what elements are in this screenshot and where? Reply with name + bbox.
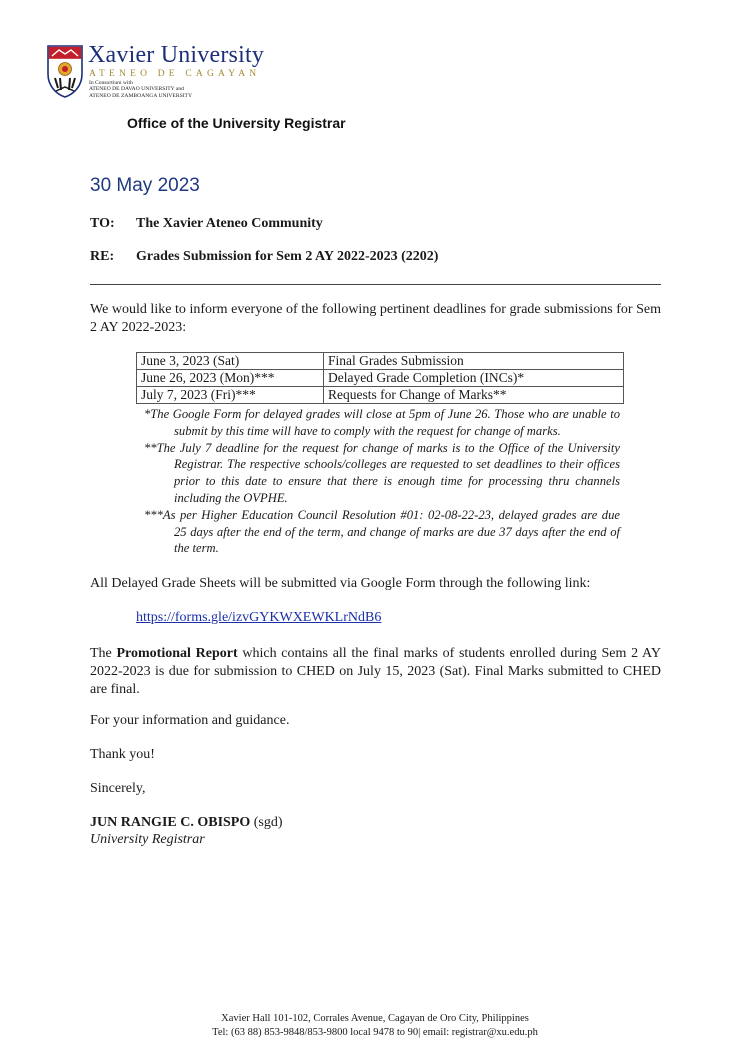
promo-text-before: The <box>90 646 117 661</box>
signer-note: (sgd) <box>250 815 283 830</box>
deadlines-table <box>136 352 624 404</box>
promo-bold-text: Promotional Report <box>116 646 238 661</box>
promotional-report-paragraph <box>90 645 661 699</box>
memo-to-row <box>90 216 323 232</box>
signer-name: JUN RANGIE C. OBISPO <box>90 815 251 830</box>
info-line: For your information and guidance. <box>90 713 290 728</box>
deadline-date: June 3, 2023 (Sat) <box>137 353 324 370</box>
university-name: Xavier University <box>88 42 265 68</box>
consortium-note <box>89 80 192 99</box>
signatory <box>90 815 283 831</box>
table-row <box>137 353 624 370</box>
google-form-link[interactable]: https://forms.gle/izvGYKWXEWKLrNdB6 <box>136 610 382 625</box>
deadline-item: Requests for Change of Marks** <box>324 387 624 404</box>
consortium-line: In Consortium with <box>89 80 133 86</box>
delayed-sheets-paragraph: All Delayed Grade Sheets will be submitted via Google Form through the following link: <box>90 576 591 591</box>
signer-title: University Registrar <box>90 832 205 847</box>
office-title: Office of the University Registrar <box>127 115 346 131</box>
intro-paragraph: We would like to inform everyone of the following pertinent deadlines for grade submissions for Sem 2 AY 2022-2023: <box>90 302 661 335</box>
to-label: TO: <box>90 216 115 231</box>
footnote: **The July 7 deadline for the request for change of marks is to the Office of the University Registrar. The respective schools/colleges are requested to set deadlines to their offices prior to this date to ensure that there is enough time for processing thru channels including the OVPHE. <box>144 440 620 505</box>
university-crest-icon <box>46 44 84 98</box>
footnotes <box>144 406 620 557</box>
footnote: *The Google Form for delayed grades will close at 5pm of June 26. Those who are unable to submit by this time will have to comply with the request for change of marks. <box>144 407 620 438</box>
university-subtitle: ATENEO DE CAGAYAN <box>89 69 261 79</box>
thanks-line: Thank you! <box>90 747 155 762</box>
table-row <box>137 370 624 387</box>
closing-line: Sincerely, <box>90 781 146 796</box>
footnote: ***As per Higher Education Council Resolution #01: 02-08-22-23, delayed grades are due 25 days after the end of the term, and change of marks are due 37 days after the end of the term. <box>144 507 620 556</box>
to-value: The Xavier Ateneo Community <box>136 216 323 231</box>
consortium-line: ATENEO DE DAVAO UNIVERSITY and <box>89 86 184 93</box>
promo-text-after: which contains all the final marks of students enrolled during Sem 2 AY 2022-2023 is due for submission to CHED on July 15, 2023 (Sat). Final Marks submitted to CHED are final. <box>90 646 661 697</box>
re-value: Grades Submission for Sem 2 AY 2022-2023 (2202) <box>136 249 439 264</box>
consortium-line: ATENEO DE ZAMBOANGA UNIVERSITY <box>89 92 193 99</box>
table-row <box>137 387 624 404</box>
header-divider <box>90 284 661 285</box>
deadline-date: July 7, 2023 (Fri)*** <box>137 387 324 404</box>
memo-date: 30 May 2023 <box>90 175 200 196</box>
deadline-date: June 26, 2023 (Mon)*** <box>137 370 324 387</box>
footer-address: Xavier Hall 101-102, Corrales Avenue, Cagayan de Oro City, Philippines <box>221 1013 529 1024</box>
memo-re-row <box>90 249 438 265</box>
deadline-item: Delayed Grade Completion (INCs)* <box>324 370 624 387</box>
footer-contact: Tel: (63 88) 853-9848/853-9800 local 9478 to 90| email: registrar@xu.edu.ph <box>212 1027 538 1038</box>
re-label: RE: <box>90 249 115 264</box>
deadline-item: Final Grades Submission <box>324 353 624 370</box>
